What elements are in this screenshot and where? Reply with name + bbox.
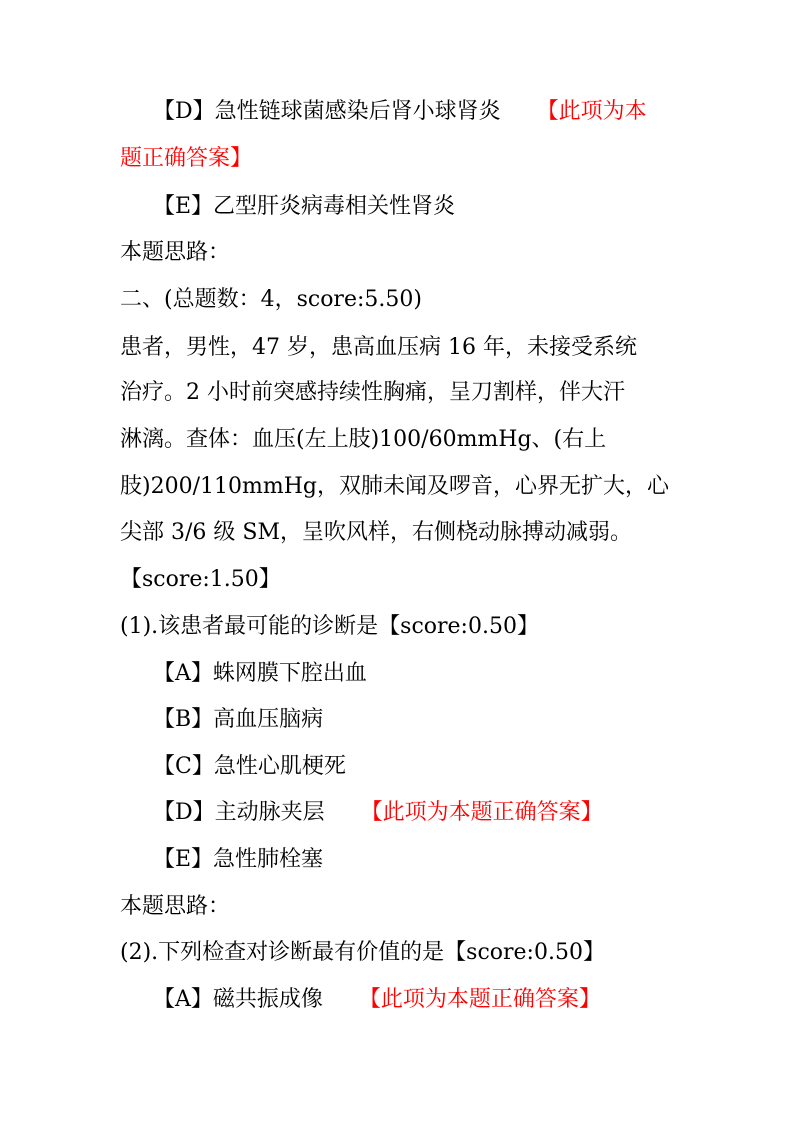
correct-answer-mark: 【此项为本题正确答案】 — [360, 800, 603, 825]
sub1-option-a: 【A】蛛网膜下腔出血 — [153, 661, 367, 686]
case-score: 【score:1.50】 — [120, 567, 281, 592]
case-line: 治疗。2 小时前突感持续性胸痛，呈刀割样，伴大汗 — [120, 380, 625, 405]
correct-answer-mark: 【此项为本 — [536, 99, 647, 124]
sub1-option-b: 【B】高血压脑病 — [153, 707, 324, 732]
option-text: 【D】主动脉夹层 — [153, 800, 325, 825]
q1-thinking-label: 本题思路： — [120, 240, 231, 265]
sub2-question: (2).下列检查对诊断最有价值的是【score:0.50】 — [120, 940, 605, 965]
case-line: 尖部 3/6 级 SM，呈吹风样，右侧桡动脉搏动减弱。 — [120, 520, 632, 545]
sub1-option-c: 【C】急性心肌梗死 — [153, 754, 346, 779]
case-line: 淋漓。查体：血压(左上肢)100/60mmHg、(右上 — [120, 427, 607, 452]
option-text: 【A】磁共振成像 — [153, 987, 323, 1012]
q1-option-e: 【E】乙型肝炎病毒相关性肾炎 — [153, 194, 456, 219]
section-header: 二、(总题数：4，score:5.50) — [120, 287, 422, 312]
q1-option-d — [153, 97, 713, 127]
case-line: 肢)200/110mmHg，双肺未闻及啰音，心界无扩大，心 — [120, 474, 669, 499]
sub1-option-e: 【E】急性肺栓塞 — [153, 847, 324, 872]
sub2-option-a — [153, 985, 713, 1015]
correct-answer-mark-continued: 题正确答案】 — [120, 146, 253, 171]
sub1-thinking-label: 本题思路： — [120, 894, 231, 919]
case-line: 患者，男性，47 岁，患高血压病 16 年，未接受系统 — [120, 335, 637, 360]
option-text: 【D】急性链球菌感染后肾小球肾炎 — [153, 99, 501, 124]
sub1-option-d — [153, 798, 713, 828]
sub1-question: (1).该患者最可能的诊断是【score:0.50】 — [120, 614, 539, 639]
correct-answer-mark: 【此项为本题正确答案】 — [358, 987, 601, 1012]
